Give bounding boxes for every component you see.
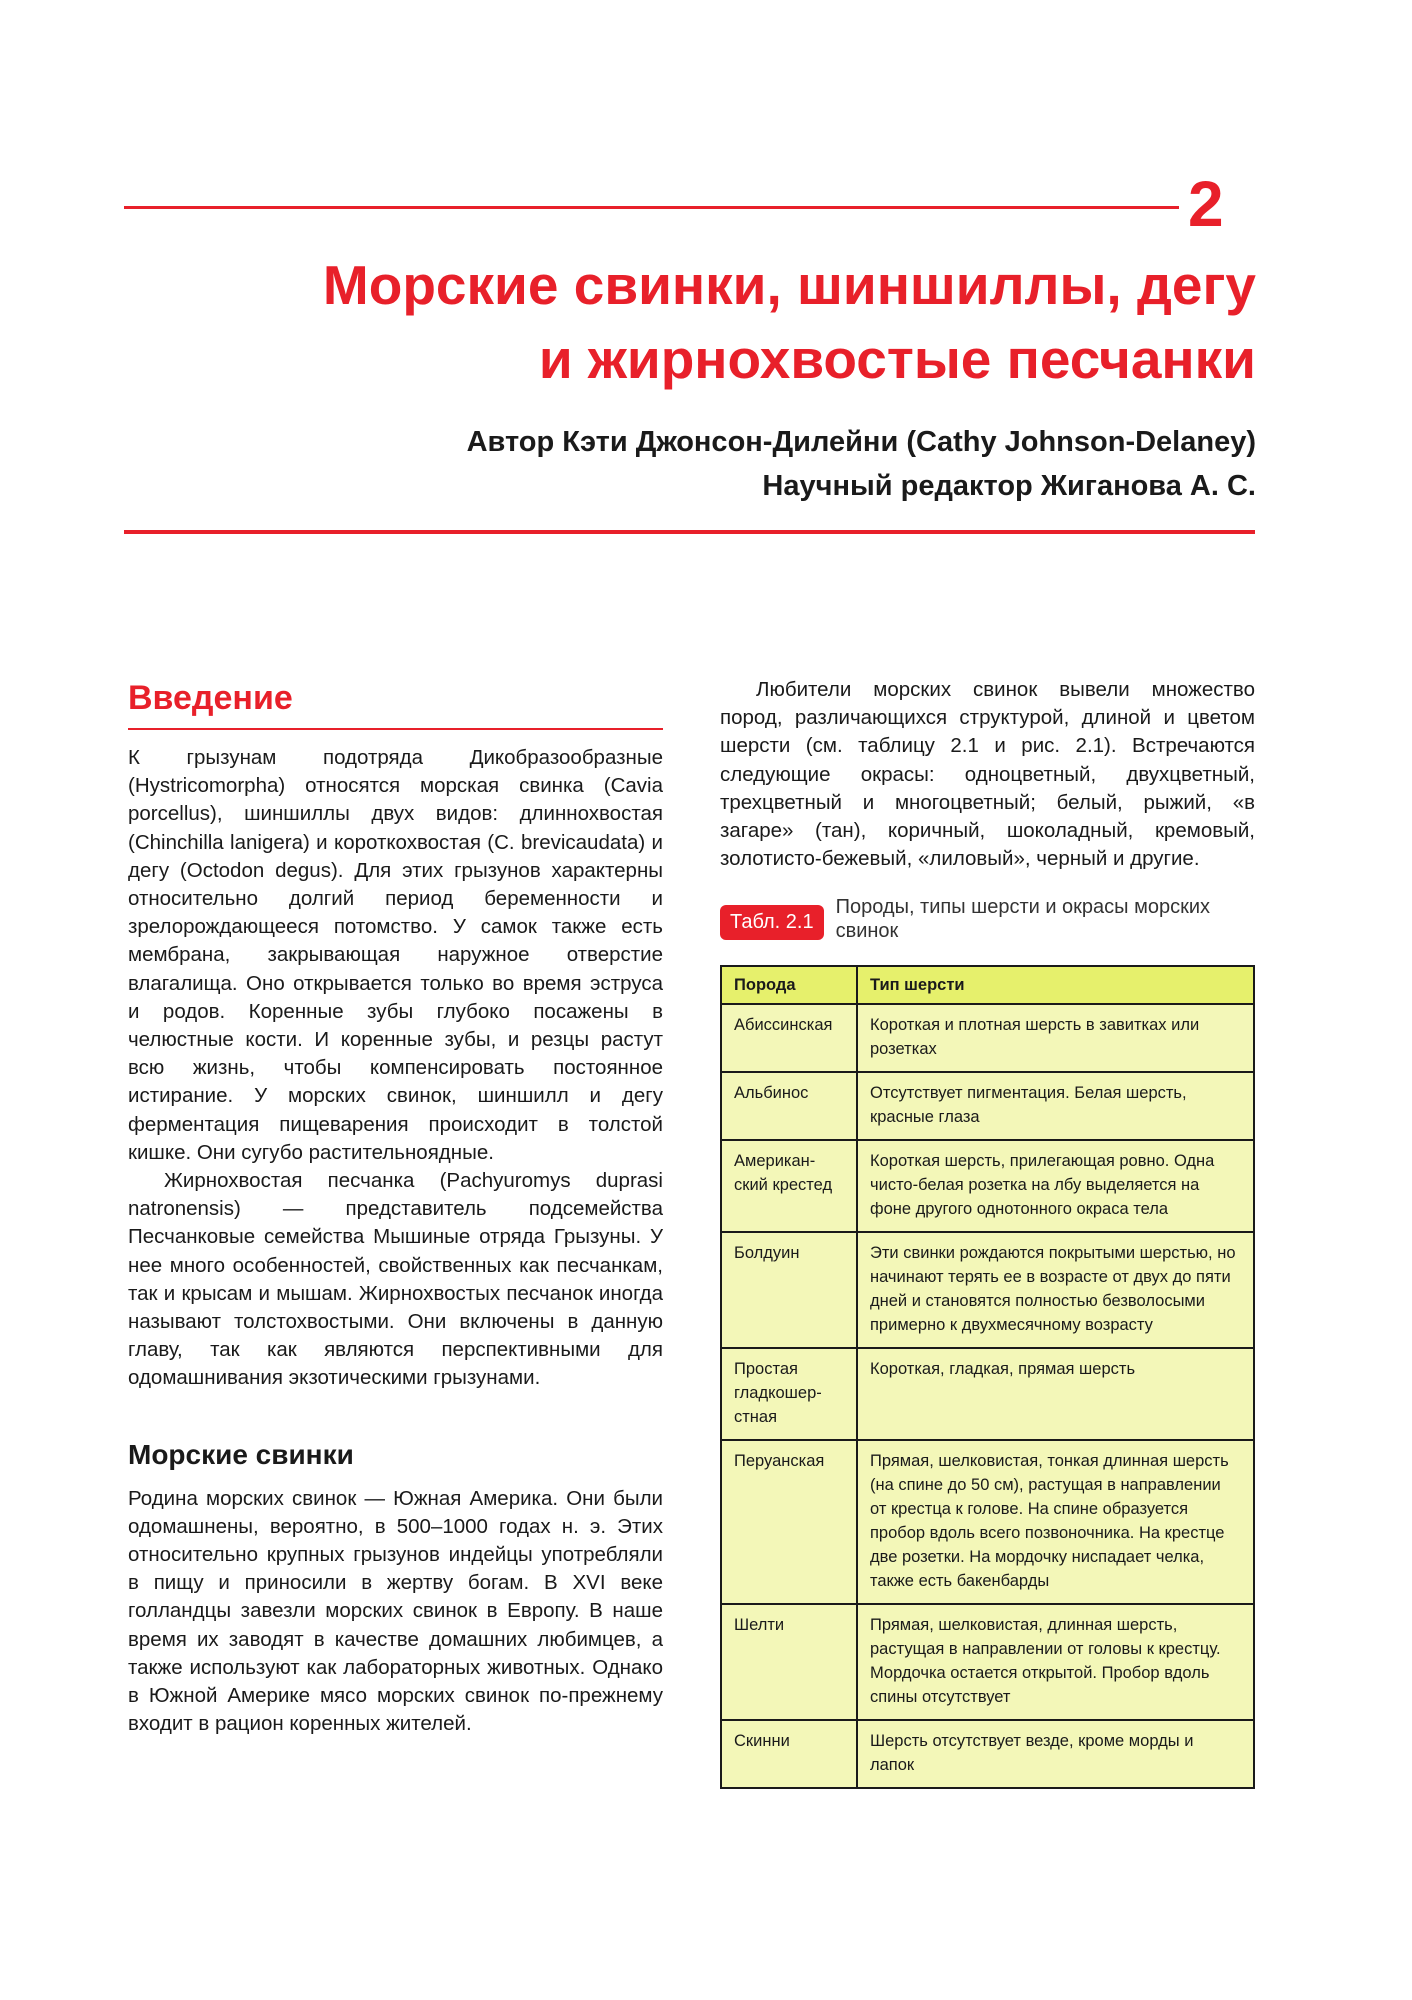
breed-cell: Перуанская [721, 1440, 857, 1604]
table-row [721, 1004, 1254, 1072]
breed-cell: Скинни [721, 1720, 857, 1788]
chapter-number: 2 [1188, 168, 1224, 240]
left-column [128, 676, 663, 1739]
table-badge: Табл. 2.1 [720, 905, 824, 940]
table-header-coat: Тип шерсти [857, 966, 1254, 1004]
right-column [720, 676, 1255, 1789]
coat-cell: Шерсть отсутствует везде, кроме морды и лапок [857, 1720, 1254, 1788]
chapter-title [56, 248, 1256, 396]
breeds-paragraph: Любители морских свинок вывели множество пород, различающихся структурой, длиной и цветом шерсти (см. таблицу 2.1 и рис. 2.1). Встречаются следующие окрасы: одноцветный, двухцветный, трехцветный и многоцветный; белый, рыжий, «в загаре» (тан), коричный, шоколадный, кремовый, золотисто-бежевый, «лиловый», черный и другие. [720, 678, 1255, 871]
breed-cell: Альбинос [721, 1072, 857, 1140]
coat-cell: Короткая и плотная шерсть в завитках или розетках [857, 1004, 1254, 1072]
intro-paragraph-1: К грызунам подотряда Дикобразообразные (Hystricomorpha) относятся морская свинка (Cavia porcellus), шиншиллы двух видов: длиннохвостая (Chinchilla lanigera) и короткохвостая (C. brevicaudata) и дегу (Octodon degus). Для этих грызунов характерны относительно долгий период беременности и зрелорождающееся потомство. У самок также есть мембрана, закрывающая наружное отверстие влагалища. Оно открывается только во время эструса и родов. Коренные зубы глубоко посажены в челюстные кости. И коренные зубы, и резцы растут всю жизнь, чтобы компенсировать постоянное истирание. У морских свинок, шиншилл и дегу ферментация пищеварения происходит в толстой кишке. Они сугубо растительноядные. [128, 746, 663, 1164]
guinea-pigs-heading: Морские свинки [128, 1438, 354, 1470]
breed-cell: Шелти [721, 1604, 857, 1720]
table-row [721, 1604, 1254, 1720]
chapter-title-line1: Морские свинки, шиншиллы, дегу [322, 254, 1256, 316]
table-caption [720, 895, 1255, 943]
author-name: Автор Кэти Джонсон-Дилейни (Cathy Johnson-Delaney) [466, 426, 1256, 458]
intro-paragraph-2: Жирнохвостая песчанка (Pachyuromys duprasi natronensis) — представитель подсемейства Песчанковые семейства Мышиные отряда Грызуны. У нее много особенностей, свойственных как песчанкам, так и крысам и мышам. Жирнохвостых песчанок иногда называют толстохвостыми. Они включены в данную главу, так как являются перспективными для одомашнивания экзотическими грызунами. [128, 1169, 663, 1390]
coat-cell: Прямая, шелковистая, тонкая длинная шерсть (на спине до 50 см), растущая в направлении от крестца к голове. На спине образуется пробор вдоль всего позвоночника. На крестце две розетки. На мордочку ниспадает челка, также есть бакенбарды [857, 1440, 1254, 1604]
chapter-rule [124, 206, 1179, 209]
chapter-title-line2: и жирнохвостые песчанки [538, 328, 1256, 390]
breed-cell: Болдуин [721, 1232, 857, 1348]
table-row [721, 1440, 1254, 1604]
coat-cell: Эти свинки рождаются покрытыми шерстью, но начинают терять ее в возрасте от двух до пяти дней и становятся полностью безволосыми примерно к двухмесячному возрасту [857, 1232, 1254, 1348]
coat-cell: Короткая, гладкая, прямая шерсть [857, 1348, 1254, 1440]
intro-heading: Введение [128, 679, 293, 717]
breeds-table [720, 965, 1255, 1789]
coat-cell: Отсутствует пигментация. Белая шерсть, красные глаза [857, 1072, 1254, 1140]
table-header-breed: Порода [721, 966, 857, 1004]
breed-cell: Американ-ский крестед [721, 1140, 857, 1232]
table-caption-text: Породы, типы шерсти и окрасы морских свинок [835, 896, 1211, 943]
breed-cell: Абиссинская [721, 1004, 857, 1072]
editor-name: Научный редактор Жиганова А. С. [762, 470, 1256, 502]
guinea-pigs-paragraph-1: Родина морских свинок — Южная Америка. Они были одомашнены, вероятно, в 500–1000 годах н. э. Этих относительно крупных грызунов индейцы употребляли в пищу и приносили в жертву богам. В XVI веке голландцы завезли морских свинок в Европу. В наше время их заводят в качестве домашних любимцев, а также используют как лабораторных животных. Однако в Южной Америке мясо морских свинок по-прежнему входит в рацион коренных жителей. [128, 1486, 663, 1736]
author-block [156, 420, 1256, 508]
table-row [721, 1720, 1254, 1788]
header-bottom-rule [124, 530, 1255, 534]
intro-heading-rule [128, 728, 663, 730]
table-row [721, 1140, 1254, 1232]
coat-cell: Прямая, шелковистая, длинная шерсть, растущая в направлении от головы к крестцу. Мордочка остается открытой. Пробор вдоль спины отсутствует [857, 1604, 1254, 1720]
table-header-row [721, 966, 1254, 1004]
table-row [721, 1348, 1254, 1440]
table-row [721, 1232, 1254, 1348]
breed-cell: Простая гладкошер-стная [721, 1348, 857, 1440]
table-row [721, 1072, 1254, 1140]
coat-cell: Короткая шерсть, прилегающая ровно. Одна чисто-белая розетка на лбу выделяется на фоне другого однотонного окраса тела [857, 1140, 1254, 1232]
